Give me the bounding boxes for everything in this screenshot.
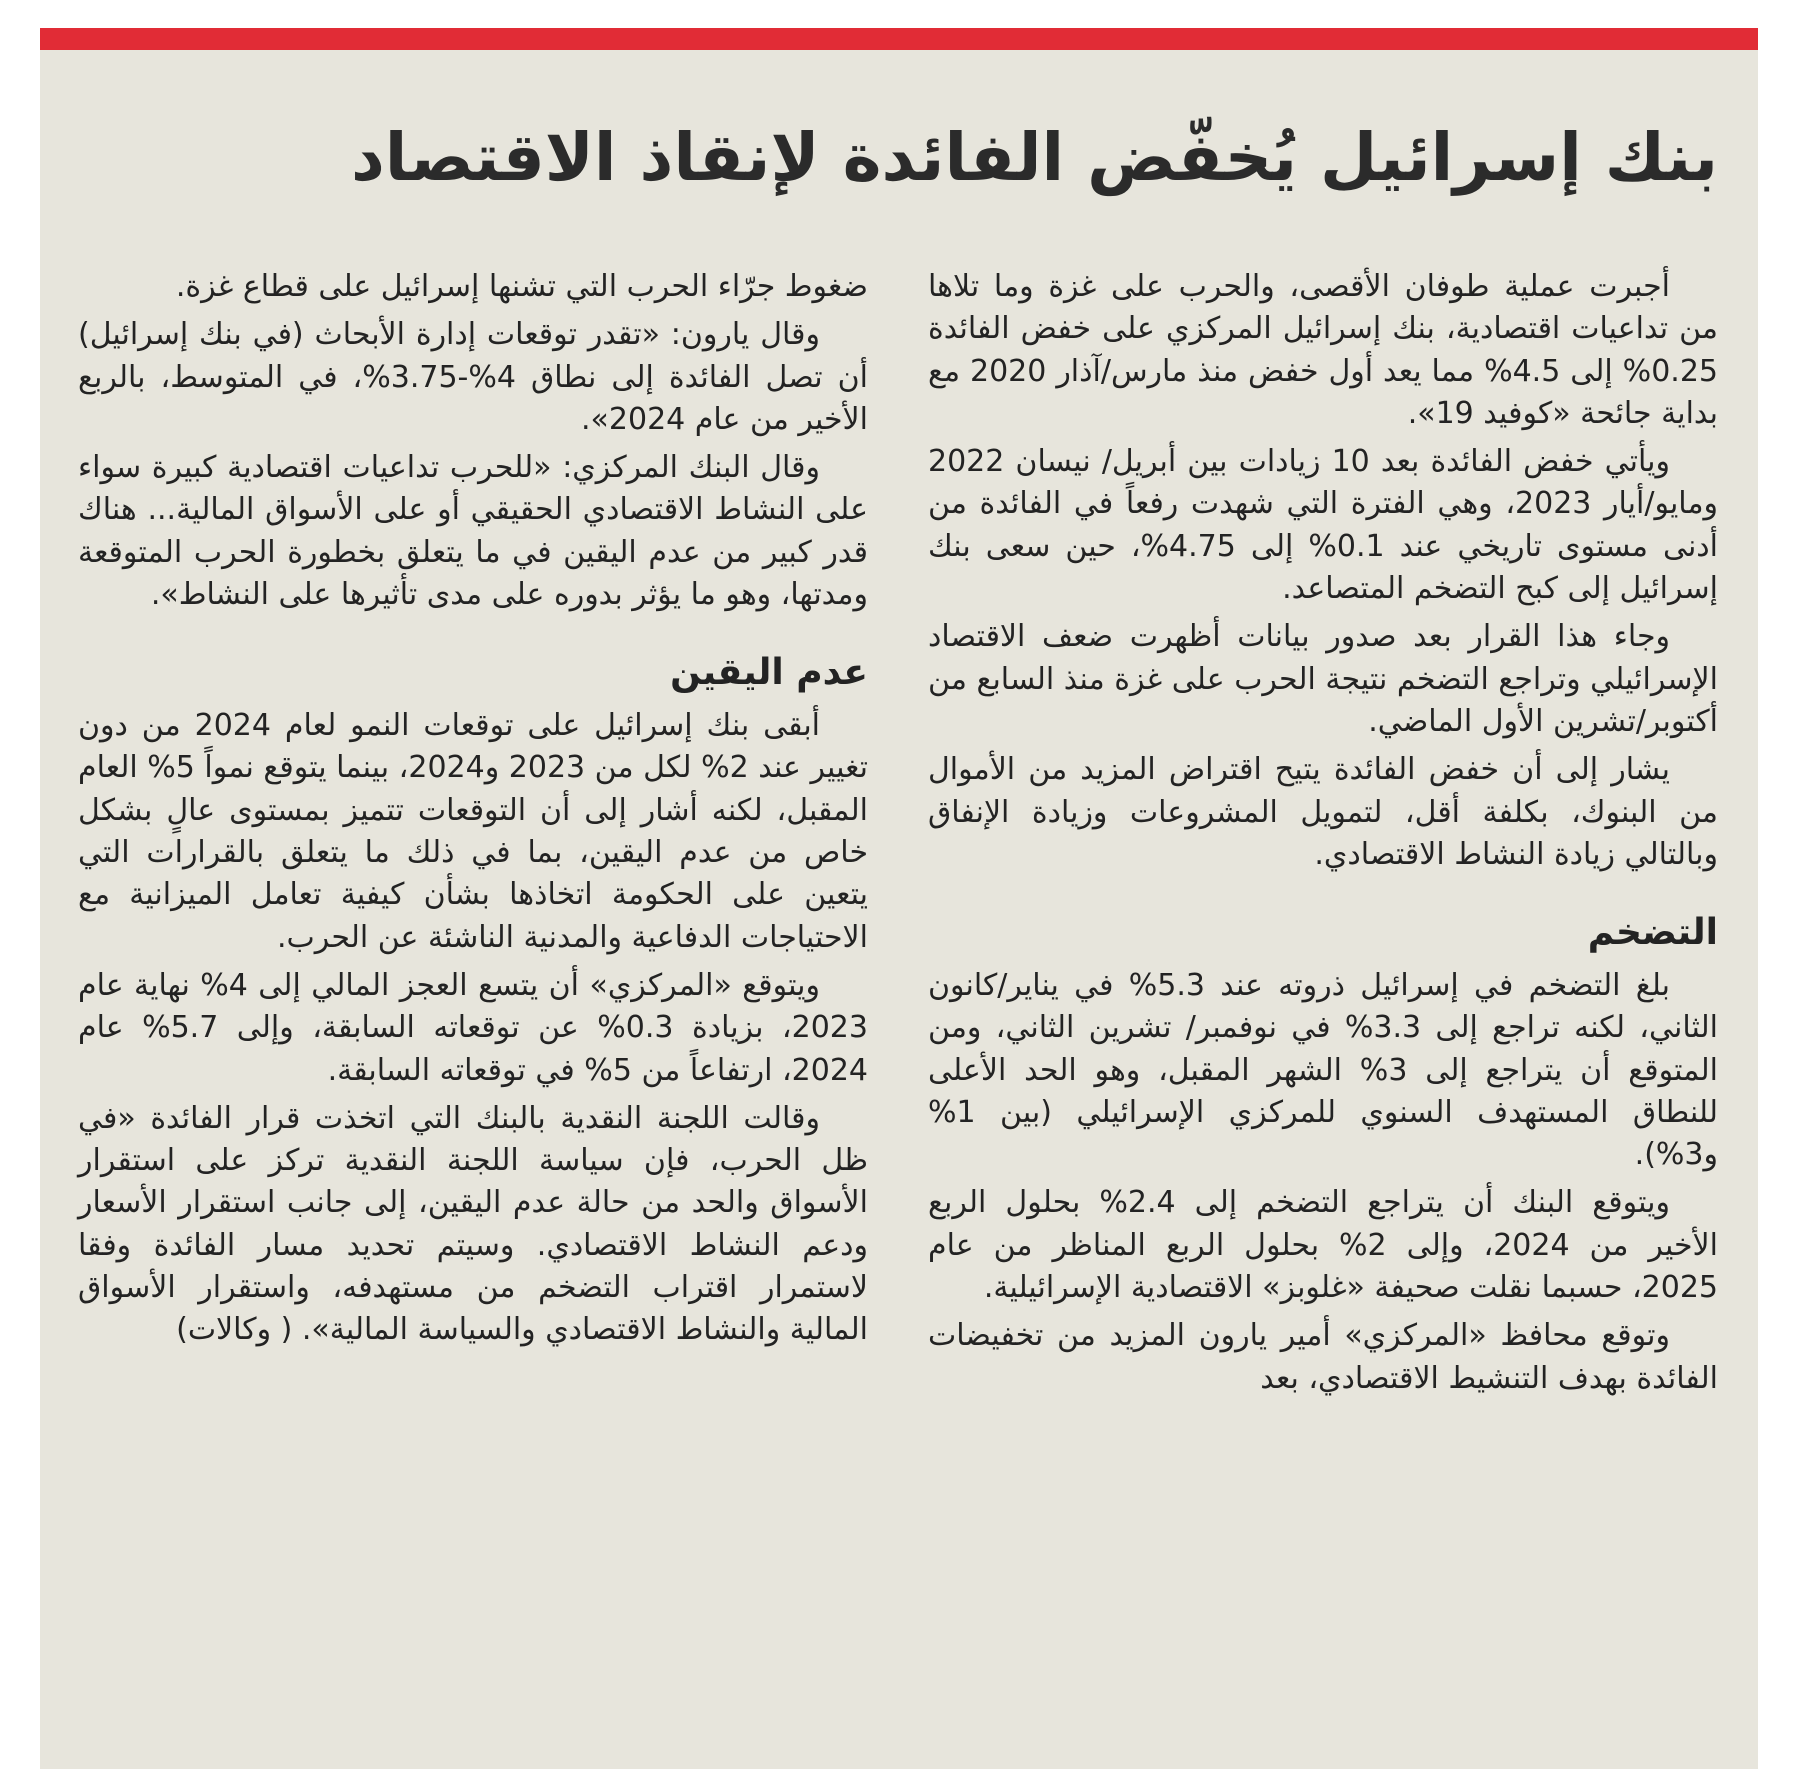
paragraph: وقال يارون: «تقدر توقعات إدارة الأبحاث (في بنك إسرائيل) أن تصل الفائدة إلى نطاق 4%-3.75%، في المتوسط، بالربع الأخير من عام 2024».	[78, 317, 868, 437]
top-accent-bar	[40, 28, 1758, 50]
paragraph: وقالت اللجنة النقدية بالبنك التي اتخذت قرار الفائدة «في ظل الحرب، فإن سياسة اللجنة النقدية تركز على استقرار الأسواق والحد من حالة عدم اليقين، إلى جانب استقرار الأسعار ودعم النشاط الاقتصادي. وسيتم تحديد مسار الفائدة وفقا لاستمرار اقتراب التضخم من مستهدفه، واستقرار الأسواق المالية والنشاط الاقتصادي والسياسة المالية». ( وكالات)	[78, 1100, 868, 1348]
paragraph: وجاء هذا القرار بعد صدور بيانات أظهرت ضعف الاقتصاد الإسرائيلي وتراجع التضخم نتيجة الحرب على غزة منذ السابع من أكتوبر/تشرين الأول الماضي.	[928, 619, 1718, 739]
paragraph: ويتوقع البنك أن يتراجع التضخم إلى 2.4% بحلول الربع الأخير من 2024، وإلى 2% بحلول الربع المناظر من عام 2025، حسبما نقلت صحيفة «غلوبز» الاقتصادية الإسرائيلية.	[928, 1185, 1718, 1306]
article-headline: بنك إسرائيل يُخفّض الفائدة لإنقاذ الاقتصاد	[350, 119, 1718, 196]
article-column-left	[78, 266, 868, 1358]
article-column-right	[928, 266, 1718, 1406]
paragraph: وقال البنك المركزي: «للحرب تداعيات اقتصادية كبيرة سواء على النشاط الاقتصادي الحقيقي أو على الأسواق المالية... هناك قدر كبير من عدم اليقين في ما يتعلق بخطورة الحرب المتوقعة ومدتها، وهو ما يؤثر بدوره على مدى تأثيرها على النشاط».	[78, 450, 868, 613]
paragraph: بلغ التضخم في إسرائيل ذروته عند 5.3% في يناير/كانون الثاني، لكنه تراجع إلى 3.3% في نوفمبر/ تشرين الثاني، ومن المتوقع أن يتراجع إلى 3% الشهر المقبل، وهو الحد الأعلى للنطاق المستهدف السنوي للمركزي الإسرائيلي (بين 1% و3%).	[928, 967, 1718, 1173]
paragraph: ويأتي خفض الفائدة بعد 10 زيادات بين أبريل/ نيسان 2022 ومايو/أيار 2023، وهي الفترة التي شهدت رفعاً في الفائدة من أدنى مستوى تاريخي عند 0.1% إلى 4.75%، حين سعى بنك إسرائيل إلى كبح التضخم المتصاعد.	[928, 444, 1718, 607]
paragraph: أبقى بنك إسرائيل على توقعات النمو لعام 2024 من دون تغيير عند 2% لكل من 2023 و2024، بينما يتوقع نمواً 5% العام المقبل، لكنه أشار إلى أن التوقعات تتميز بمستوى عالٍ بشكل خاص من عدم اليقين، بما في ذلك ما يتعلق بالقرارات التي يتعين على الحكومة اتخاذها بشأن كيفية تعامل الميزانية مع الاحتياجات الدفاعية والمدنية الناشئة عن الحرب.	[78, 708, 868, 955]
paragraph: وتوقع محافظ «المركزي» أمير يارون المزيد من تخفيضات الفائدة بهدف التنشيط الاقتصادي، بعد	[928, 1318, 1718, 1396]
paragraph: أجبرت عملية طوفان الأقصى، والحرب على غزة وما تلاها من تداعيات اقتصادية، بنك إسرائيل المركزي على خفض الفائدة 0.25% إلى 4.5% مما يعد أول خفض منذ مارس/آذار 2020 مع بداية جائحة «كوفيد 19».	[928, 269, 1718, 431]
paragraph: يشار إلى أن خفض الفائدة يتيح اقتراض المزيد من الأموال من البنوك، بكلفة أقل، لتمويل المشروعات وزيادة الإنفاق وبالتالي زيادة النشاط الاقتصادي.	[928, 752, 1718, 872]
subheading-inflation: التضخم	[1587, 912, 1718, 954]
paragraph: ويتوقع «المركزي» أن يتسع العجز المالي إلى 4% نهاية عام 2023، بزيادة 0.3% عن توقعاته السابقة، وإلى 5.7% عام 2024، ارتفاعاً من 5% في توقعاته السابقة.	[78, 967, 868, 1088]
paragraph: ضغوط جرّاء الحرب التي تشنها إسرائيل على قطاع غزة.	[175, 269, 868, 304]
subheading-uncertainty: عدم اليقين	[670, 652, 868, 694]
